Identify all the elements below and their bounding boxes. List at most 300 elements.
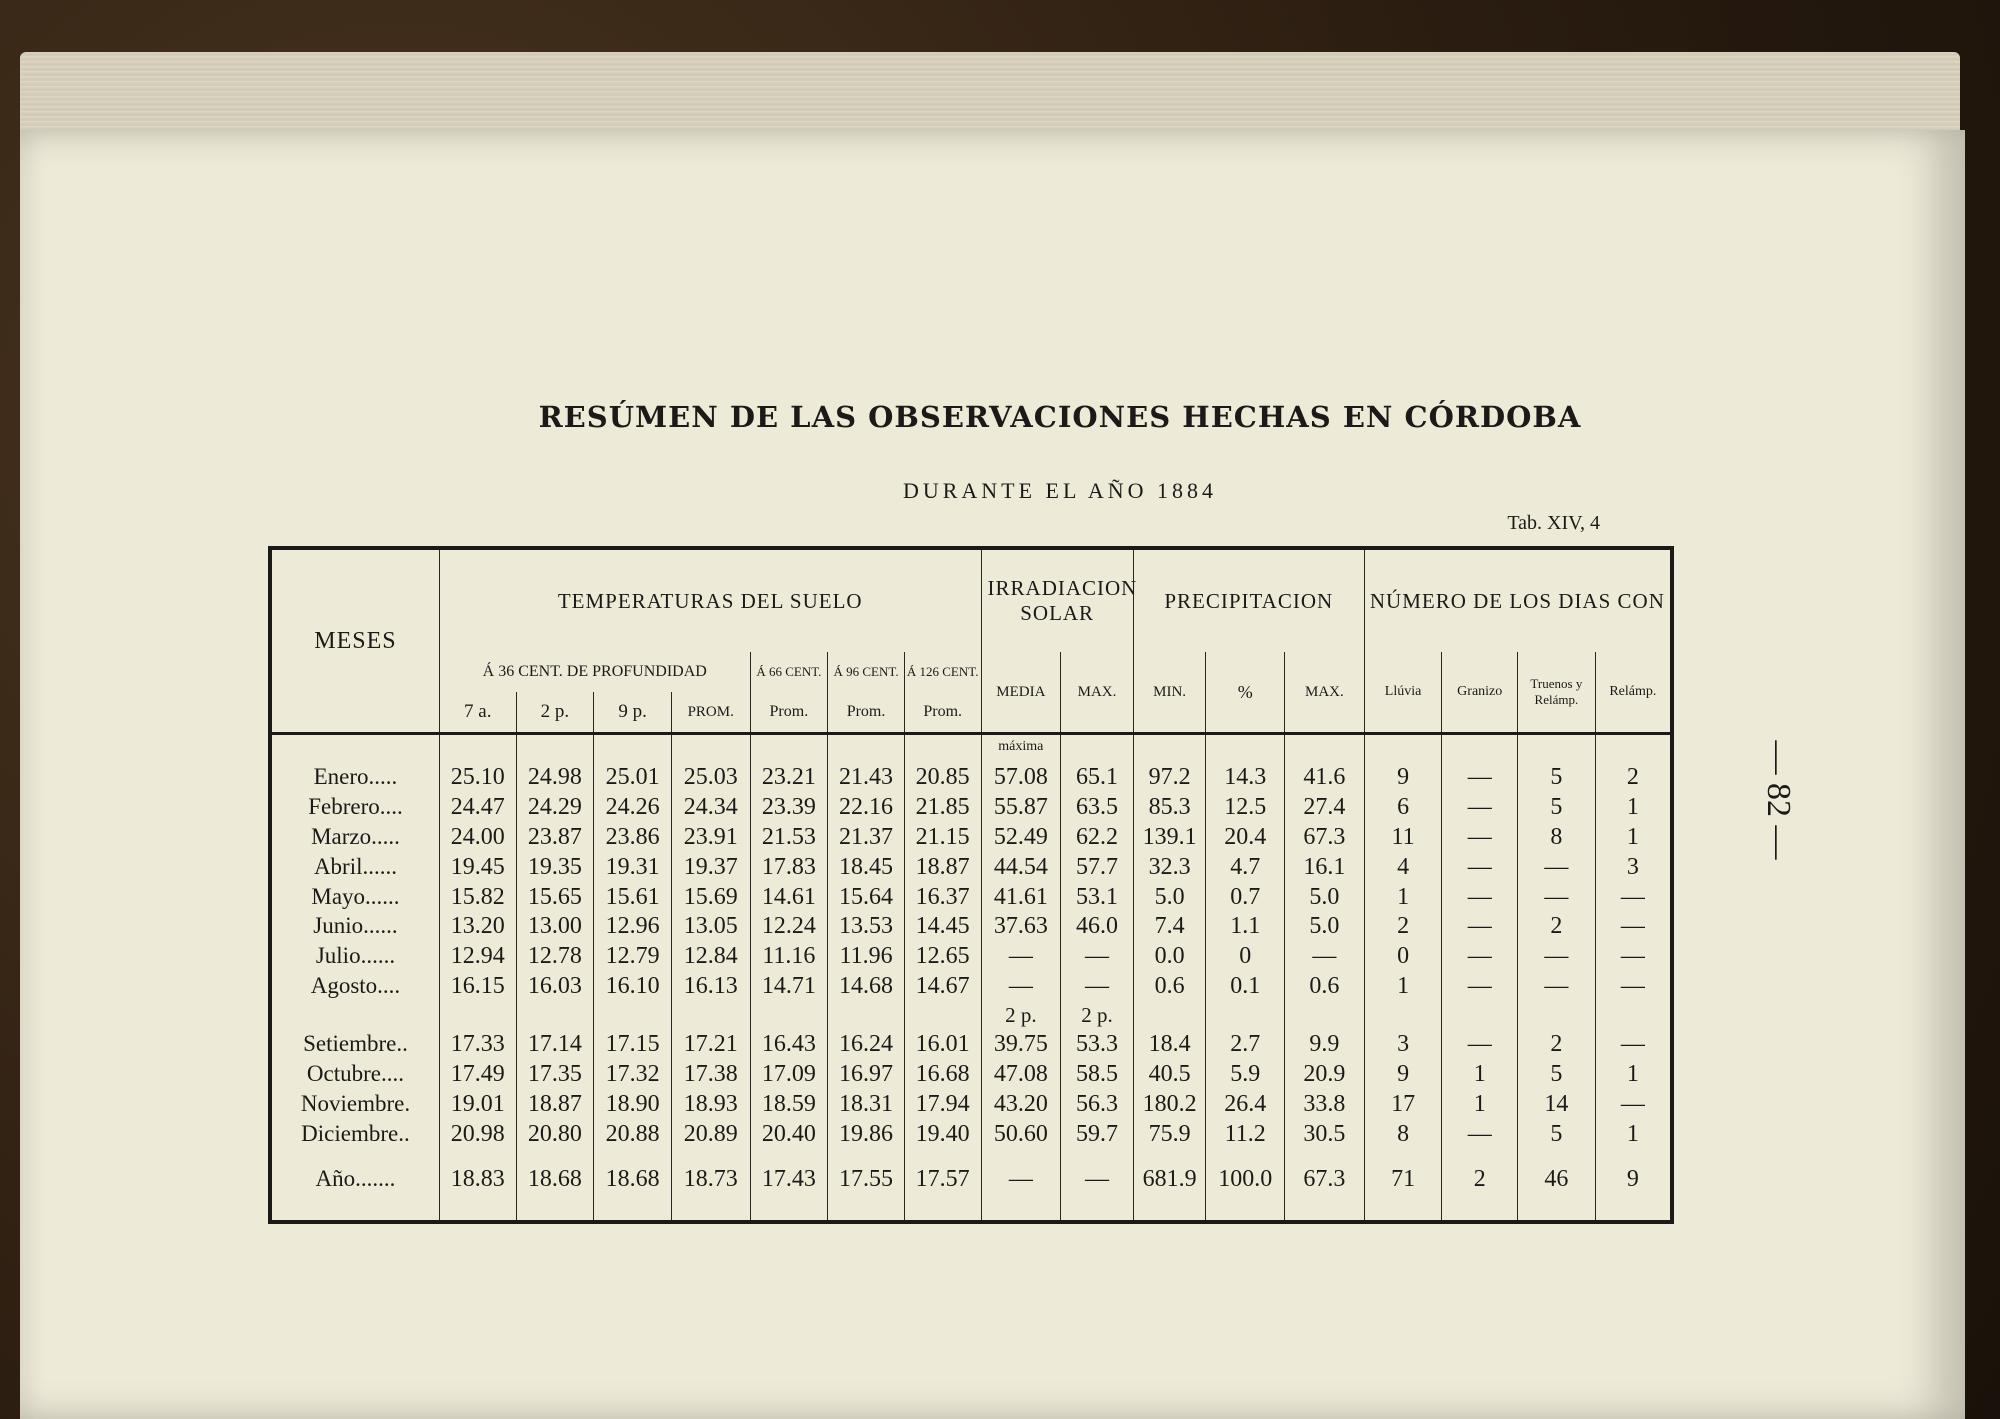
value-cell: 11.16	[750, 941, 828, 971]
value-cell: 19.86	[828, 1119, 905, 1149]
empty-cell	[828, 1149, 905, 1165]
value-cell: 30.5	[1285, 1119, 1365, 1149]
value-cell: 4.7	[1206, 852, 1285, 882]
empty-cell	[1595, 1001, 1672, 1030]
value-cell: 21.53	[750, 822, 828, 852]
value-cell: 97.2	[1133, 758, 1206, 792]
empty-cell	[750, 1194, 828, 1222]
value-cell: 40.5	[1133, 1059, 1206, 1089]
value-cell: 12.84	[671, 941, 750, 971]
value-cell: 15.64	[828, 882, 905, 912]
empty-cell	[516, 1194, 594, 1222]
header-precip-min: MIN.	[1133, 652, 1206, 734]
value-cell: 5	[1518, 1119, 1596, 1149]
header-prom-96: Prom.	[828, 692, 905, 734]
header-a36: Á 36 CENT. DE PROFUNDIDAD	[439, 652, 750, 692]
value-cell: 5	[1518, 758, 1596, 792]
header-media: MEDIA	[981, 652, 1061, 734]
empty-cell	[750, 1001, 828, 1030]
note-2p-media: 2 p.	[981, 1001, 1061, 1030]
month-cell: Enero.....	[270, 758, 439, 792]
value-cell: —	[1595, 1029, 1672, 1059]
value-cell: 17.57	[904, 1165, 981, 1195]
value-cell: 16.15	[439, 971, 516, 1001]
empty-cell	[1206, 1001, 1285, 1030]
table-row	[270, 1089, 1672, 1119]
value-cell: 25.03	[671, 758, 750, 792]
value-cell: 0.6	[1285, 971, 1365, 1001]
empty-cell	[1442, 1001, 1518, 1030]
empty-cell	[1133, 1149, 1206, 1165]
value-cell: 23.39	[750, 792, 828, 822]
value-cell: 13.53	[828, 912, 905, 942]
header-a66: Á 66 CENT.	[750, 652, 828, 692]
value-cell: 16.97	[828, 1059, 905, 1089]
header-9p: 9 p.	[594, 692, 672, 734]
value-cell: 2	[1364, 912, 1442, 942]
empty-cell	[981, 1194, 1061, 1222]
note-row-2p	[270, 1001, 1672, 1030]
value-cell: 17.09	[750, 1059, 828, 1089]
value-cell: 5.0	[1285, 882, 1365, 912]
value-cell: 24.98	[516, 758, 594, 792]
value-cell: 12.5	[1206, 792, 1285, 822]
value-cell: 9	[1364, 758, 1442, 792]
month-cell: Agosto....	[270, 971, 439, 1001]
value-cell: 0	[1206, 941, 1285, 971]
value-cell: —	[1442, 1029, 1518, 1059]
value-cell: 18.87	[904, 852, 981, 882]
empty-cell	[750, 1149, 828, 1165]
header-irradiacion: IRRADIACION SOLAR	[981, 548, 1133, 652]
value-cell: 20.80	[516, 1119, 594, 1149]
value-cell: 59.7	[1061, 1119, 1134, 1149]
value-cell: 0	[1364, 941, 1442, 971]
value-cell: 14.68	[828, 971, 905, 1001]
empty-cell	[828, 1194, 905, 1222]
value-cell: 52.49	[981, 822, 1061, 852]
value-cell: 14.67	[904, 971, 981, 1001]
value-cell: 23.87	[516, 822, 594, 852]
value-cell: —	[1518, 941, 1596, 971]
header-truenos: Truenos y Relámp.	[1518, 652, 1596, 734]
empty-cell	[671, 1001, 750, 1030]
spacer-row	[270, 1149, 1672, 1165]
value-cell: 14.71	[750, 971, 828, 1001]
value-cell: 24.34	[671, 792, 750, 822]
empty-cell	[1206, 1149, 1285, 1165]
header-7a: 7 a.	[439, 692, 516, 734]
value-cell: 55.87	[981, 792, 1061, 822]
value-cell: 5	[1518, 1059, 1596, 1089]
value-cell: 24.47	[439, 792, 516, 822]
month-cell: Diciembre..	[270, 1119, 439, 1149]
value-cell: 25.10	[439, 758, 516, 792]
value-cell: 1	[1595, 1119, 1672, 1149]
page-subtitle: DURANTE EL AÑO 1884	[902, 478, 1218, 503]
table-reference: Tab. XIV, 4	[1507, 512, 1600, 534]
value-cell: 50.60	[981, 1119, 1061, 1149]
value-cell: 17.55	[828, 1165, 905, 1195]
header-prom: PROM.	[671, 692, 750, 734]
header-meses: MESES	[270, 548, 439, 734]
table-row	[270, 1119, 1672, 1149]
value-cell: 67.3	[1285, 1165, 1365, 1195]
value-cell: 14	[1518, 1089, 1596, 1119]
value-cell: 20.85	[904, 758, 981, 792]
value-cell: 18.90	[594, 1089, 672, 1119]
value-cell: 17.49	[439, 1059, 516, 1089]
value-cell: 32.3	[1133, 852, 1206, 882]
value-cell: 41.6	[1285, 758, 1365, 792]
value-cell: 18.68	[594, 1165, 672, 1195]
value-cell: 57.7	[1061, 852, 1134, 882]
value-cell: —	[1285, 941, 1365, 971]
value-cell: 13.05	[671, 912, 750, 942]
value-cell: 16.1	[1285, 852, 1365, 882]
value-cell: 11.96	[828, 941, 905, 971]
empty-cell	[516, 1149, 594, 1165]
empty-cell	[1518, 1149, 1596, 1165]
empty-cell	[270, 1001, 439, 1030]
empty-cell	[270, 1194, 439, 1222]
value-cell: 57.08	[981, 758, 1061, 792]
empty-cell	[1518, 1001, 1596, 1030]
observations-table	[268, 546, 1674, 1224]
value-cell: 41.61	[981, 882, 1061, 912]
value-cell: 46.0	[1061, 912, 1134, 942]
table-row	[270, 1029, 1672, 1059]
value-cell: 9.9	[1285, 1029, 1365, 1059]
value-cell: 20.98	[439, 1119, 516, 1149]
value-cell: 12.94	[439, 941, 516, 971]
value-cell: 1	[1595, 822, 1672, 852]
header-prom-66: Prom.	[750, 692, 828, 734]
value-cell: 16.68	[904, 1059, 981, 1089]
value-cell: 2.7	[1206, 1029, 1285, 1059]
value-cell: 11.2	[1206, 1119, 1285, 1149]
value-cell: 12.78	[516, 941, 594, 971]
value-cell: —	[1518, 882, 1596, 912]
month-cell: Setiembre..	[270, 1029, 439, 1059]
value-cell: 16.37	[904, 882, 981, 912]
value-cell: 14.45	[904, 912, 981, 942]
value-cell: —	[1595, 882, 1672, 912]
value-cell: 0.6	[1133, 971, 1206, 1001]
empty-cell	[1442, 1149, 1518, 1165]
header-prom-126: Prom.	[904, 692, 981, 734]
empty-cell	[981, 1149, 1061, 1165]
empty-cell	[671, 1194, 750, 1222]
value-cell: 17.38	[671, 1059, 750, 1089]
value-cell: 17.15	[594, 1029, 672, 1059]
value-cell: 47.08	[981, 1059, 1061, 1089]
empty-cell	[1285, 1001, 1365, 1030]
value-cell: 18.73	[671, 1165, 750, 1195]
empty-cell	[1595, 1194, 1672, 1222]
value-cell: 19.35	[516, 852, 594, 882]
value-cell: 0.1	[1206, 971, 1285, 1001]
page-title: RESÚMEN DE LAS OBSERVACIONES HECHAS EN CÓRDOBA	[538, 400, 1582, 434]
value-cell: —	[1442, 912, 1518, 942]
value-cell: —	[1442, 1119, 1518, 1149]
value-cell: 24.00	[439, 822, 516, 852]
value-cell: 4	[1364, 852, 1442, 882]
empty-cell	[1518, 1194, 1596, 1222]
value-cell: 2	[1518, 912, 1596, 942]
empty-cell	[1364, 1149, 1442, 1165]
value-cell: 85.3	[1133, 792, 1206, 822]
value-cell: 13.20	[439, 912, 516, 942]
header-precipitacion: PRECIPITACION	[1133, 548, 1364, 652]
value-cell: 21.85	[904, 792, 981, 822]
empty-cell	[1061, 1149, 1134, 1165]
value-cell: 12.79	[594, 941, 672, 971]
value-cell: 23.86	[594, 822, 672, 852]
value-cell: 9	[1364, 1059, 1442, 1089]
value-cell: —	[1442, 971, 1518, 1001]
month-cell: Año.......	[270, 1165, 439, 1195]
value-cell: 58.5	[1061, 1059, 1134, 1089]
value-cell: —	[1061, 971, 1134, 1001]
month-cell: Marzo.....	[270, 822, 439, 852]
value-cell: —	[1442, 758, 1518, 792]
month-cell: Julio......	[270, 941, 439, 971]
value-cell: 16.43	[750, 1029, 828, 1059]
value-cell: 18.4	[1133, 1029, 1206, 1059]
value-cell: 17.83	[750, 852, 828, 882]
value-cell: 15.69	[671, 882, 750, 912]
value-cell: 27.4	[1285, 792, 1365, 822]
value-cell: 19.01	[439, 1089, 516, 1119]
value-cell: 19.45	[439, 852, 516, 882]
empty-cell	[671, 1149, 750, 1165]
value-cell: 19.40	[904, 1119, 981, 1149]
value-cell: 18.83	[439, 1165, 516, 1195]
value-cell: 62.2	[1061, 822, 1134, 852]
table-row	[270, 822, 1672, 852]
value-cell: 16.13	[671, 971, 750, 1001]
empty-cell	[594, 1001, 672, 1030]
value-cell: 17.94	[904, 1089, 981, 1119]
header-precip-pct: %	[1206, 652, 1285, 734]
header-2p: 2 p.	[516, 692, 594, 734]
value-cell: 19.31	[594, 852, 672, 882]
value-cell: 2	[1518, 1029, 1596, 1059]
header-lluvia: Llúvia	[1364, 652, 1442, 734]
table-row	[270, 792, 1672, 822]
empty-cell	[439, 1194, 516, 1222]
value-cell: —	[1595, 1089, 1672, 1119]
value-cell: 1	[1364, 882, 1442, 912]
table-row	[270, 1059, 1672, 1089]
value-cell: 9	[1595, 1165, 1672, 1195]
value-cell: 1	[1595, 1059, 1672, 1089]
empty-cell	[1364, 1194, 1442, 1222]
value-cell: 18.31	[828, 1089, 905, 1119]
value-cell: 0.7	[1206, 882, 1285, 912]
value-cell: 681.9	[1133, 1165, 1206, 1195]
note-row-maxima	[270, 734, 1672, 759]
total-row	[270, 1165, 1672, 1195]
value-cell: —	[1518, 852, 1596, 882]
empty-cell	[1442, 1194, 1518, 1222]
empty-cell	[904, 1001, 981, 1030]
value-cell: 5.9	[1206, 1059, 1285, 1089]
empty-cell	[904, 1194, 981, 1222]
value-cell: —	[1518, 971, 1596, 1001]
value-cell: 8	[1364, 1119, 1442, 1149]
value-cell: 39.75	[981, 1029, 1061, 1059]
value-cell: 180.2	[1133, 1089, 1206, 1119]
value-cell: 15.61	[594, 882, 672, 912]
empty-cell	[439, 1001, 516, 1030]
value-cell: 16.01	[904, 1029, 981, 1059]
value-cell: 17.32	[594, 1059, 672, 1089]
value-cell: 37.63	[981, 912, 1061, 942]
end-spacer-row	[270, 1194, 1672, 1222]
empty-cell	[828, 1001, 905, 1030]
value-cell: —	[981, 1165, 1061, 1195]
value-cell: 71	[1364, 1165, 1442, 1195]
value-cell: 13.00	[516, 912, 594, 942]
value-cell: 20.89	[671, 1119, 750, 1149]
header-numero-dias: NÚMERO DE LOS DIAS CON	[1364, 548, 1672, 652]
value-cell: 1	[1442, 1059, 1518, 1089]
value-cell: 46	[1518, 1165, 1596, 1195]
month-cell: Junio......	[270, 912, 439, 942]
value-cell: 17.43	[750, 1165, 828, 1195]
value-cell: 56.3	[1061, 1089, 1134, 1119]
value-cell: 20.9	[1285, 1059, 1365, 1089]
value-cell: 18.45	[828, 852, 905, 882]
empty-cell	[594, 1194, 672, 1222]
value-cell: 17	[1364, 1089, 1442, 1119]
value-cell: 63.5	[1061, 792, 1134, 822]
value-cell: 17.33	[439, 1029, 516, 1059]
empty-cell	[1595, 1149, 1672, 1165]
value-cell: 3	[1595, 852, 1672, 882]
month-cell: Octubre....	[270, 1059, 439, 1089]
value-cell: 7.4	[1133, 912, 1206, 942]
value-cell: 16.10	[594, 971, 672, 1001]
empty-cell	[1285, 1149, 1365, 1165]
value-cell: —	[1061, 1165, 1134, 1195]
empty-cell	[270, 1149, 439, 1165]
value-cell: 65.1	[1061, 758, 1134, 792]
value-cell: 67.3	[1285, 822, 1365, 852]
value-cell: 14.3	[1206, 758, 1285, 792]
value-cell: 18.59	[750, 1089, 828, 1119]
header-a96: Á 96 CENT.	[828, 652, 905, 692]
value-cell: 16.24	[828, 1029, 905, 1059]
value-cell: 1	[1442, 1089, 1518, 1119]
empty-cell	[439, 1149, 516, 1165]
value-cell: 23.21	[750, 758, 828, 792]
value-cell: 0.0	[1133, 941, 1206, 971]
value-cell: —	[1595, 941, 1672, 971]
value-cell: 21.15	[904, 822, 981, 852]
empty-cell	[904, 1149, 981, 1165]
empty-cell	[1133, 1194, 1206, 1222]
value-cell: 2	[1442, 1165, 1518, 1195]
value-cell: 20.4	[1206, 822, 1285, 852]
value-cell: 53.1	[1061, 882, 1134, 912]
value-cell: —	[981, 971, 1061, 1001]
month-cell: Febrero....	[270, 792, 439, 822]
value-cell: 1.1	[1206, 912, 1285, 942]
value-cell: 25.01	[594, 758, 672, 792]
value-cell: 15.65	[516, 882, 594, 912]
header-granizo: Granizo	[1442, 652, 1518, 734]
value-cell: 24.26	[594, 792, 672, 822]
value-cell: —	[1442, 792, 1518, 822]
empty-cell	[594, 1149, 672, 1165]
value-cell: 6	[1364, 792, 1442, 822]
value-cell: —	[1061, 941, 1134, 971]
page-number: — 82 —	[1760, 740, 1797, 860]
table-row	[270, 971, 1672, 1001]
header-temperaturas: TEMPERATURAS DEL SUELO	[439, 548, 981, 652]
value-cell: 16.03	[516, 971, 594, 1001]
value-cell: 21.43	[828, 758, 905, 792]
note-2p-max: 2 p.	[1061, 1001, 1134, 1030]
value-cell: 44.54	[981, 852, 1061, 882]
empty-cell	[516, 1001, 594, 1030]
value-cell: 75.9	[1133, 1119, 1206, 1149]
empty-cell	[1206, 1194, 1285, 1222]
value-cell: 23.91	[671, 822, 750, 852]
value-cell: —	[1595, 912, 1672, 942]
value-cell: 139.1	[1133, 822, 1206, 852]
header-irr-max: MAX.	[1061, 652, 1134, 734]
value-cell: —	[1442, 941, 1518, 971]
value-cell: 17.35	[516, 1059, 594, 1089]
month-cell: Noviembre.	[270, 1089, 439, 1119]
value-cell: 22.16	[828, 792, 905, 822]
value-cell: 43.20	[981, 1089, 1061, 1119]
value-cell: —	[1442, 882, 1518, 912]
value-cell: 100.0	[1206, 1165, 1285, 1195]
empty-cell	[1061, 1194, 1134, 1222]
value-cell: 18.87	[516, 1089, 594, 1119]
value-cell: 53.3	[1061, 1029, 1134, 1059]
value-cell: —	[1442, 822, 1518, 852]
value-cell: 11	[1364, 822, 1442, 852]
table-row	[270, 941, 1672, 971]
header-precip-max: MAX.	[1285, 652, 1365, 734]
value-cell: 14.61	[750, 882, 828, 912]
value-cell: 5.0	[1285, 912, 1365, 942]
month-cell: Mayo......	[270, 882, 439, 912]
empty-cell	[1285, 1194, 1365, 1222]
note-maxima: máxima	[981, 734, 1061, 759]
value-cell: 12.65	[904, 941, 981, 971]
value-cell: —	[1595, 971, 1672, 1001]
table-row	[270, 912, 1672, 942]
table-row	[270, 852, 1672, 882]
header-a126: Á 126 CENT.	[904, 652, 981, 692]
value-cell: 20.40	[750, 1119, 828, 1149]
value-cell: 2	[1595, 758, 1672, 792]
value-cell: 26.4	[1206, 1089, 1285, 1119]
value-cell: 1	[1364, 971, 1442, 1001]
value-cell: 33.8	[1285, 1089, 1365, 1119]
empty-cell	[1133, 1001, 1206, 1030]
month-cell: Abril......	[270, 852, 439, 882]
value-cell: 5.0	[1133, 882, 1206, 912]
value-cell: 24.29	[516, 792, 594, 822]
